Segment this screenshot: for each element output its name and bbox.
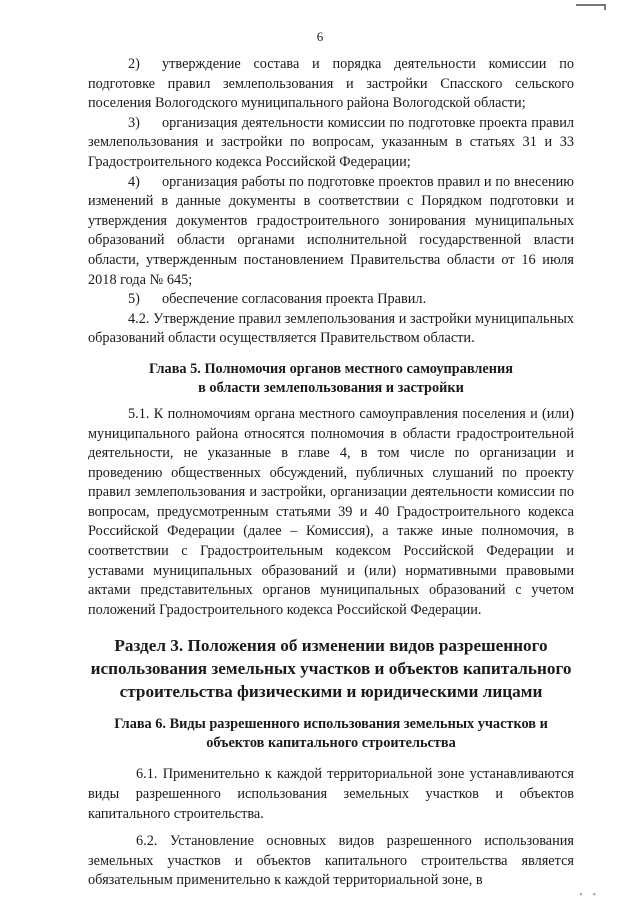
paragraph-6-2: 6.2. Установление основных видов разрешенного использования земельных участков и объектов капитального строительства является обязательным применительно к каждой территориальной зоне, в bbox=[88, 833, 574, 889]
chapter-6-heading bbox=[88, 715, 574, 753]
paragraph-6-1: 6.1. Применительно к каждой территориальной зоне устанавливаются виды разрешенного использования земельных участков и объектов капитального строительства. bbox=[88, 766, 574, 822]
item-number: 3) bbox=[128, 114, 140, 131]
section-heading-line: Раздел 3. Положения об изменении видов разрешенного bbox=[114, 636, 548, 656]
item-number: 5) bbox=[128, 291, 140, 308]
item-text: обеспечение согласования проекта Правил. bbox=[162, 291, 427, 308]
section-heading-line: строительства физическими и юридическими лицами bbox=[119, 682, 543, 702]
paragraph-5-1: 5.1. К полномочиям органа местного самоуправления поселения и (или) муниципального района относятся полномочия в области градостроительной деятельности, не указанные в главе 4, в том числе по организации и проведению общественных обсуждений, публичных слушаний по проекту правил землепользования и застройки, организации деятельности комиссии по вопросам, предусмотренным статьями 39 и 40 Градостроительного кодекса Российской Федерации (далее – Комиссия), а также иные полномочия, в соответствии с Градостроительным кодексом Российской Федерации и уставами муниципальных образований и (или) нормативными правовыми актами представительных органов муниципальных образований с учетом положений Градостроительного кодекса Российской Федерации. bbox=[88, 405, 574, 618]
item-text: организация работы по подготовке проектов правил и по внесению изменений в данные документы в соответствии с Порядком подготовки и утверждения документов градостроительного зонирования муниципальных образований области органами исполнительной государственной власти области, утвержденным постановлением Правительства области от 16 июля 2018 года № 645; bbox=[88, 173, 574, 288]
chapter-heading-line: объектов капитального строительства bbox=[206, 735, 456, 752]
chapter-heading-line: Глава 6. Виды разрешенного использования земельных участков и bbox=[114, 716, 548, 733]
item-text: организация деятельности комиссии по подготовке проекта правил землепользования и застройки по вопросам, указанным в статьях 31 и 33 Градостроительного кодекса Российской Федерации; bbox=[88, 114, 574, 170]
item-number: 2) bbox=[128, 56, 140, 72]
scan-corner-mark bbox=[576, 4, 606, 10]
scan-corner-mark: ▪ ▪ bbox=[579, 889, 600, 899]
list-item bbox=[88, 55, 574, 114]
chapter-5-heading bbox=[88, 360, 574, 398]
list-item bbox=[88, 114, 574, 173]
paragraph-4-2: 4.2. Утверждение правил землепользования и застройки муниципальных образований области осуществляется Правительством области. bbox=[88, 310, 574, 347]
section-heading-line: использования земельных участков и объектов капитального bbox=[90, 659, 572, 679]
section-3-heading bbox=[88, 634, 574, 703]
document-body bbox=[88, 55, 574, 891]
item-text: утверждение состава и порядка деятельности комиссии по подготовке правил землепользования и застройки Спасского сельского поселения Вологодского муниципального района Вологодской области; bbox=[88, 56, 574, 112]
page-number: 6 bbox=[316, 29, 324, 44]
item-number: 4) bbox=[128, 173, 140, 190]
list-item bbox=[88, 173, 574, 291]
chapter-heading-line: в области землепользования и застройки bbox=[198, 379, 464, 396]
chapter-heading-line: Глава 5. Полномочия органов местного самоуправления bbox=[149, 360, 513, 377]
list-item bbox=[88, 290, 574, 310]
